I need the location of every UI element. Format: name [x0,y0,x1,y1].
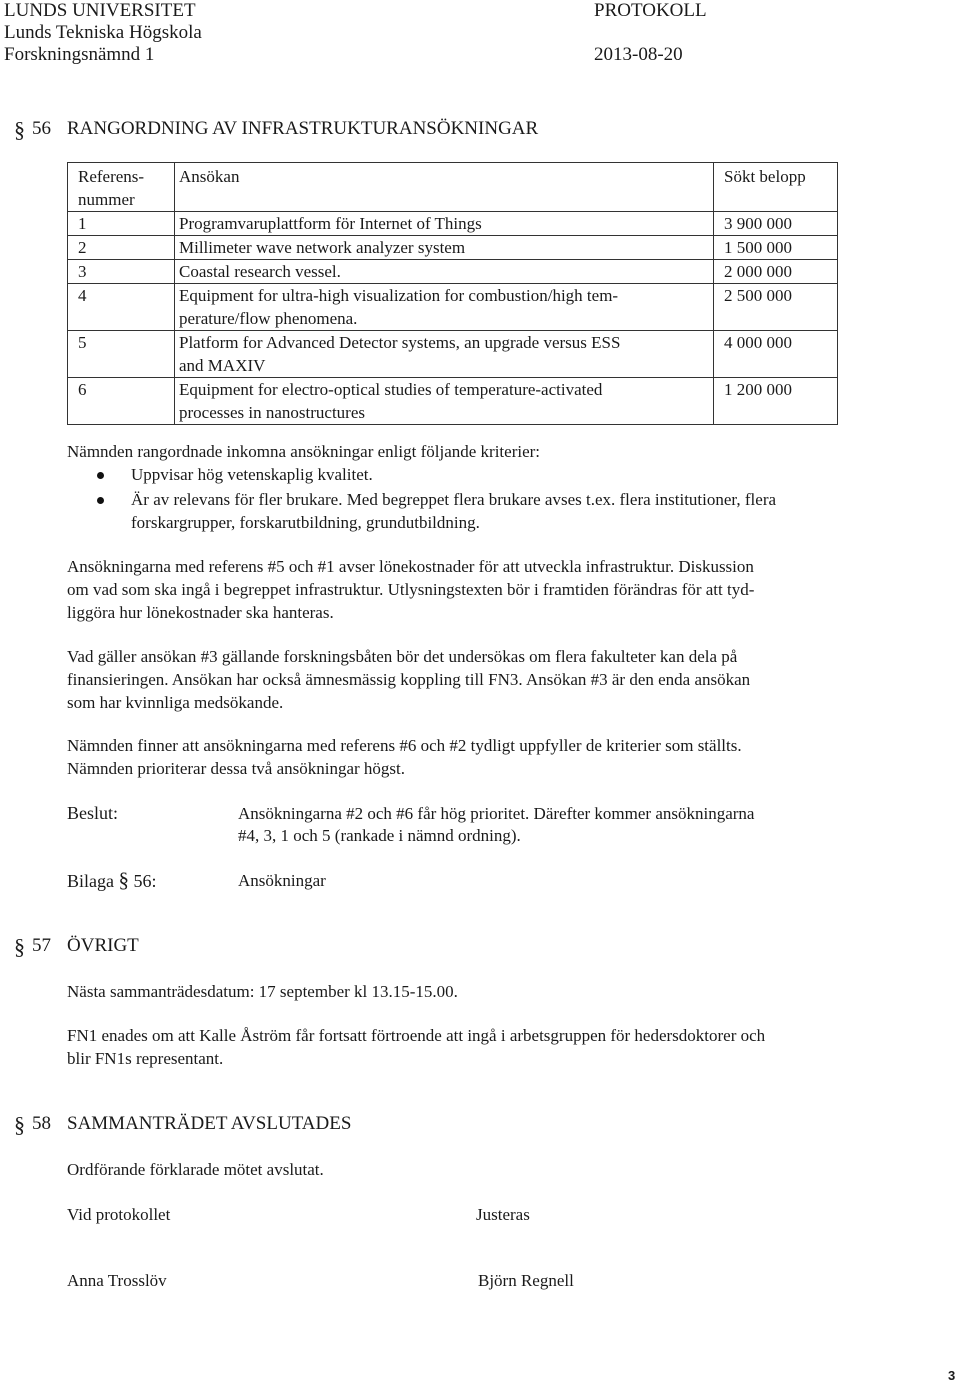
row-application [175,284,714,331]
paragraph-line: Ansökningarna med referens #5 och #1 avser lönekostnader för att utveckla infrastruktur. Diskussion [67,557,754,576]
list-item [67,463,867,486]
row-ref: 4 [68,284,175,331]
row-ref: 5 [68,331,175,378]
row-ref: 2 [68,236,175,260]
applications-table [67,162,838,425]
table-row [68,284,838,331]
paragraph-line: Nämnden finner att ansökningarna med referens #6 och #2 tydligt uppfyller de kriterier som ställts. [67,736,742,755]
paragraph-line: FN1 enades om att Kalle Åström får fortsatt förtroende att ingå i arbetsgruppen för hedersdoktorer och [67,1026,766,1045]
row-ref: 1 [68,212,175,236]
row-application: Coastal research vessel. [175,260,714,284]
section-58-symbol: § [14,1112,25,1137]
signature-left-name: Anna Trosslöv [67,1271,167,1290]
signature-right-label: Justeras [476,1205,530,1224]
section-56-symbol: § [14,117,25,142]
header-faculty: Lunds Tekniska Högskola [4,22,202,43]
row-ref: 6 [68,378,175,425]
bullet-icon [97,472,104,479]
bullet-icon [97,497,104,504]
section-56-number: 56 [32,118,51,139]
paragraph-line: Vad gäller ansökan #3 gällande forskningsbåten bör det undersökas om flera fakulteter kan dela på [67,647,738,666]
table-row [68,236,838,260]
signature-right-name: Björn Regnell [478,1271,574,1290]
row-application-line1: Platform for Advanced Detector systems, an upgrade versus ESS [179,333,621,352]
row-ref: 3 [68,260,175,284]
row-amount: 1 500 000 [714,236,838,260]
section-57-number: 57 [32,935,51,956]
closing-text: Ordförande förklarade mötet avslutat. [67,1160,324,1179]
attachment-label-text: Bilaga [67,871,114,891]
criteria-text: Uppvisar hög vetenskaplig kvalitet. [131,465,373,484]
paragraph-research-vessel [67,645,867,714]
row-application-line1: Equipment for ultra-high visualization for combustion/high tem- [179,286,619,305]
criteria-list [67,463,867,534]
paragraph-line: liggöra hur lönekostnader ska hanteras. [67,603,334,622]
paragraph-line: som har kvinnliga medsökande. [67,693,284,712]
row-application [175,331,714,378]
signature-left-label: Vid protokollet [67,1205,171,1224]
row-amount: 3 900 000 [714,212,838,236]
table-header-row [68,163,838,212]
paragraph-salary-costs [67,555,867,624]
header-ref-line2: nummer [78,190,135,209]
criteria-text-line2: forskargrupper, forskarutbildning, grundutbildning. [131,513,480,532]
paragraph-priority [67,734,867,780]
row-amount: 1 200 000 [714,378,838,425]
next-meeting: Nästa sammanträdesdatum: 17 september kl 13.15-15.00. [67,982,458,1001]
row-application: Programvaruplattform för Internet of Things [175,212,714,236]
row-amount: 2 500 000 [714,284,838,331]
criteria-text-line1: Är av relevans för fler brukare. Med begreppet flera brukare avses t.ex. flera institutioner, flera [131,490,777,509]
attachment-number: 56: [133,871,157,891]
header-amount: Sökt belopp [714,163,838,212]
decision-label: Beslut: [67,803,119,823]
row-application-line1: Equipment for electro-optical studies of temperature-activated [179,380,603,399]
section-58-title: SAMMANTRÄDET AVSLUTADES [67,1113,352,1134]
list-item [67,488,867,534]
criteria-intro: Nämnden rangordnade inkomna ansökningar enligt följande kriterier: [67,442,541,461]
row-application-line2: perature/flow phenomena. [179,309,358,328]
page-number: 3 [948,1368,956,1383]
decision-line2: #4, 3, 1 och 5 (rankade i nämnd ordning). [238,826,521,845]
paragraph-line: finansieringen. Ansökan har också ämnesmässig koppling till FN3. Ansökan #3 är den enda ansökan [67,670,751,689]
row-amount: 4 000 000 [714,331,838,378]
decision-line1: Ansökningarna #2 och #6 får hög prioritet. Därefter kommer ansökningarna [238,804,755,823]
paragraph-line: Nämnden prioriterar dessa två ansökningar högst. [67,759,406,778]
section-57-symbol: § [14,934,25,959]
header-ref-line1: Referens- [78,167,145,186]
header-doc-type: PROTOKOLL [594,0,707,21]
row-application-line2: and MAXIV [179,356,266,375]
row-amount: 2 000 000 [714,260,838,284]
paragraph-fn1 [67,1024,867,1070]
table-row [68,260,838,284]
header-board: Forskningsnämnd 1 [4,44,155,65]
row-application [175,378,714,425]
section-56-title: RANGORDNING AV INFRASTRUKTURANSÖKNINGAR [67,118,539,139]
header-ref [68,163,175,212]
header-date: 2013-08-20 [594,44,683,65]
section-58-number: 58 [32,1113,51,1134]
row-application-line2: processes in nanostructures [179,403,366,422]
section-57-title: ÖVRIGT [67,935,139,956]
paragraph-line: om vad som ska ingå i begreppet infrastruktur. Utlysningstexten bör i framtiden förändras för att tyd- [67,580,755,599]
attachment-value: Ansökningar [238,871,326,890]
table-row [68,212,838,236]
row-application: Millimeter wave network analyzer system [175,236,714,260]
paragraph-line: blir FN1s representant. [67,1049,224,1068]
header-application: Ansökan [175,163,714,212]
attachment-symbol: § [118,868,129,892]
attachment-label [67,869,157,893]
table-row [68,378,838,425]
table-row [68,331,838,378]
header-university: LUNDS UNIVERSITET [4,0,196,21]
